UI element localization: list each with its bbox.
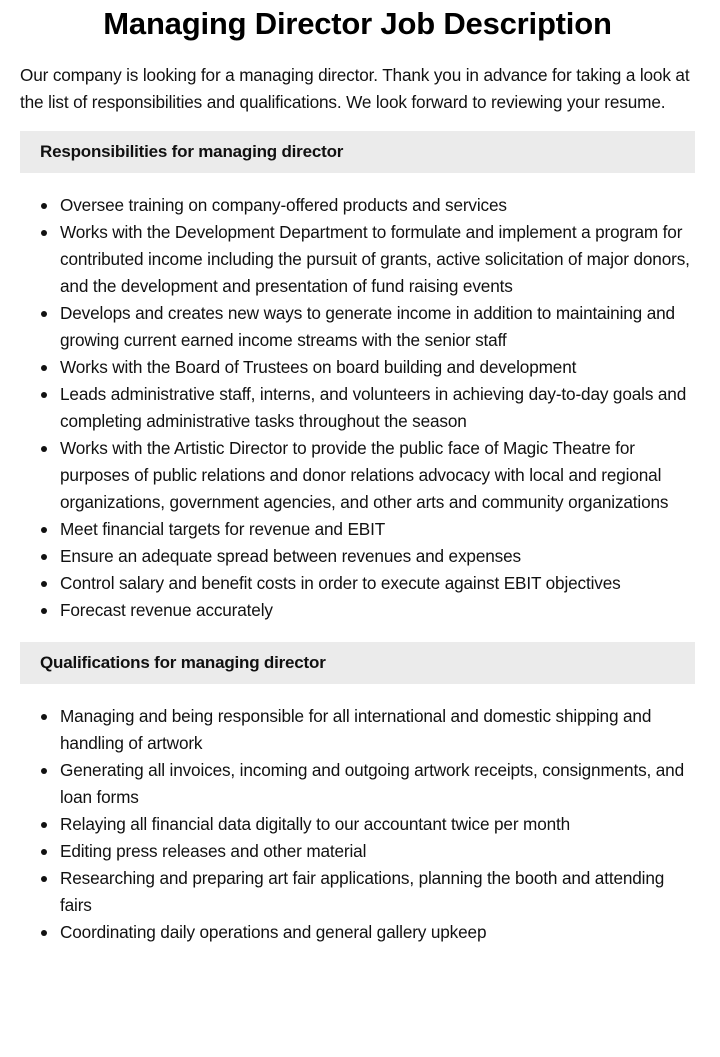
- list-item: [60, 597, 695, 624]
- list-item-text: Works with the Board of Trustees on board building and development: [60, 357, 577, 377]
- bullet-icon: [41, 392, 47, 398]
- list-item-text: Editing press releases and other material: [60, 841, 367, 861]
- list-item: [60, 919, 695, 946]
- list-item: [60, 381, 695, 435]
- bullet-icon: [41, 527, 47, 533]
- list-item-text: Forecast revenue accurately: [60, 600, 273, 620]
- list-item: [60, 219, 695, 300]
- list-item-text: Meet financial targets for revenue and EBIT: [60, 519, 386, 539]
- bullet-icon: [41, 365, 47, 371]
- list-item-text: Develops and creates new ways to generate income in addition to maintaining and growing current earned income streams with the senior staff: [60, 303, 675, 350]
- bullet-icon: [41, 446, 47, 452]
- qualifications-heading: Qualifications for managing director: [20, 642, 695, 684]
- list-item: [60, 570, 695, 597]
- bullet-icon: [41, 230, 47, 236]
- qualifications-list: [20, 703, 695, 946]
- list-item-text: Works with the Development Department to formulate and implement a program for contributed income including the pursuit of grants, active solicitation of major donors, and the development and presentation of fund raising events: [60, 222, 690, 296]
- list-item: [60, 811, 695, 838]
- bullet-icon: [41, 822, 47, 828]
- list-item: [60, 354, 695, 381]
- bullet-icon: [41, 930, 47, 936]
- list-item: [60, 192, 695, 219]
- list-item: [60, 757, 695, 811]
- page-title: Managing Director Job Description: [103, 6, 612, 41]
- list-item-text: Managing and being responsible for all international and domestic shipping and handling of artwork: [60, 706, 652, 753]
- list-item: [60, 300, 695, 354]
- bullet-icon: [41, 608, 47, 614]
- responsibilities-list: [20, 192, 695, 624]
- list-item: [60, 703, 695, 757]
- list-item: [60, 435, 695, 516]
- bullet-icon: [41, 849, 47, 855]
- list-item-text: Works with the Artistic Director to provide the public face of Magic Theatre for purposes of public relations and donor relations advocacy with local and regional organizations, government agencies, and other arts and community organizations: [60, 438, 669, 512]
- bullet-icon: [41, 714, 47, 720]
- intro-paragraph: Our company is looking for a managing director. Thank you in advance for taking a look at the list of responsibilities and qualifications. We look forward to reviewing your resume.: [20, 65, 690, 112]
- bullet-icon: [41, 768, 47, 774]
- responsibilities-heading: Responsibilities for managing director: [20, 131, 695, 173]
- list-item-text: Control salary and benefit costs in order to execute against EBIT objectives: [60, 573, 621, 593]
- list-item-text: Researching and preparing art fair applications, planning the booth and attending fairs: [60, 868, 665, 915]
- list-item: [60, 516, 695, 543]
- list-item-text: Relaying all financial data digitally to our accountant twice per month: [60, 814, 571, 834]
- bullet-icon: [41, 311, 47, 317]
- bullet-icon: [41, 203, 47, 209]
- bullet-icon: [41, 876, 47, 882]
- bullet-icon: [41, 581, 47, 587]
- list-item: [60, 865, 695, 919]
- list-item-text: Ensure an adequate spread between revenues and expenses: [60, 546, 521, 566]
- list-item-text: Generating all invoices, incoming and outgoing artwork receipts, consignments, and loan forms: [60, 760, 684, 807]
- list-item-text: Oversee training on company-offered products and services: [60, 195, 507, 215]
- list-item: [60, 543, 695, 570]
- bullet-icon: [41, 554, 47, 560]
- list-item-text: Leads administrative staff, interns, and volunteers in achieving day-to-day goals and completing administrative tasks throughout the season: [60, 384, 687, 431]
- list-item-text: Coordinating daily operations and general gallery upkeep: [60, 922, 487, 942]
- list-item: [60, 838, 695, 865]
